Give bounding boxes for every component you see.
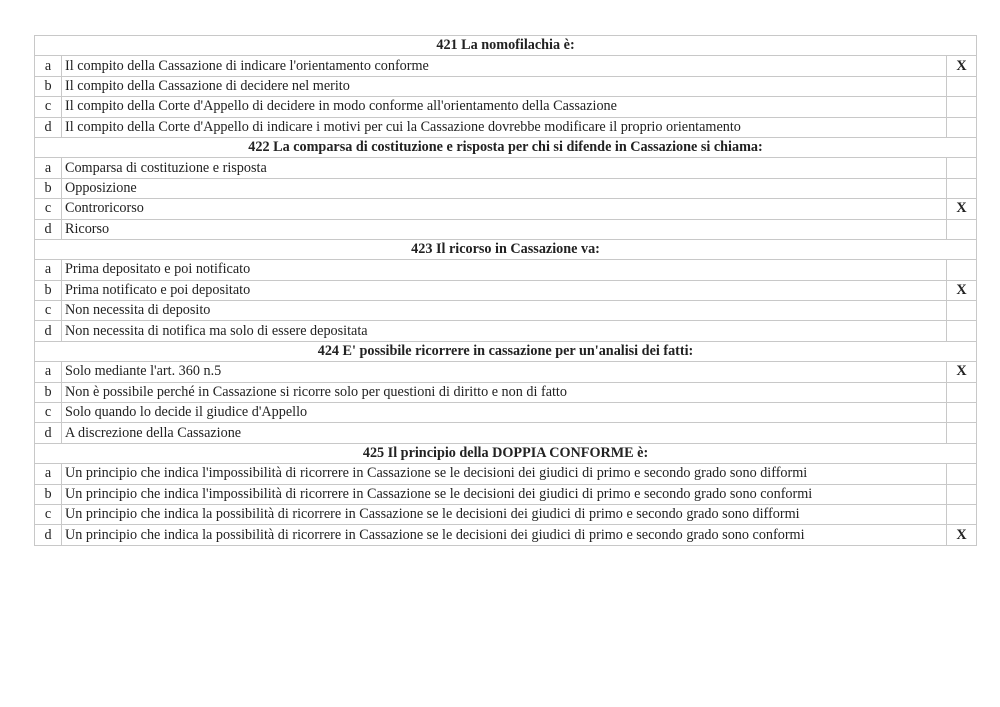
question-row: [35, 137, 977, 157]
answer-mark: [947, 321, 977, 341]
quiz-sheet: [34, 35, 976, 546]
answer-mark: X: [947, 280, 977, 300]
question-title: 423 Il ricorso in Cassazione va:: [35, 239, 977, 259]
answer-letter: a: [35, 260, 62, 280]
answer-mark: [947, 158, 977, 178]
answer-letter: c: [35, 199, 62, 219]
answer-mark: [947, 260, 977, 280]
answer-text: A discrezione della Cassazione: [62, 423, 947, 443]
answer-text: Non necessita di notifica ma solo di essere depositata: [62, 321, 947, 341]
answer-mark: X: [947, 199, 977, 219]
answer-letter: b: [35, 280, 62, 300]
answer-letter: a: [35, 362, 62, 382]
answer-mark: [947, 301, 977, 321]
answer-letter: b: [35, 382, 62, 402]
answer-row: [35, 403, 977, 423]
question-row: [35, 443, 977, 463]
answer-text: Ricorso: [62, 219, 947, 239]
answer-letter: d: [35, 117, 62, 137]
answer-text: Il compito della Cassazione di decidere nel merito: [62, 76, 947, 96]
answer-letter: c: [35, 97, 62, 117]
answer-row: [35, 199, 977, 219]
answer-text: Solo mediante l'art. 360 n.5: [62, 362, 947, 382]
answer-letter: d: [35, 525, 62, 545]
answer-row: [35, 76, 977, 96]
answer-letter: d: [35, 321, 62, 341]
answer-letter: b: [35, 484, 62, 504]
answer-mark: [947, 117, 977, 137]
answer-row: [35, 219, 977, 239]
answer-letter: c: [35, 301, 62, 321]
answer-letter: a: [35, 56, 62, 76]
answer-row: [35, 280, 977, 300]
answer-text: Prima depositato e poi notificato: [62, 260, 947, 280]
question-title: 422 La comparsa di costituzione e risposta per chi si difende in Cassazione si chiama:: [35, 137, 977, 157]
quiz-table: [34, 35, 977, 546]
answer-row: [35, 56, 977, 76]
answer-row: [35, 423, 977, 443]
answer-mark: [947, 504, 977, 524]
answer-text: Prima notificato e poi depositato: [62, 280, 947, 300]
answer-row: [35, 484, 977, 504]
answer-text: Comparsa di costituzione e risposta: [62, 158, 947, 178]
answer-letter: a: [35, 464, 62, 484]
answer-mark: X: [947, 56, 977, 76]
answer-mark: [947, 97, 977, 117]
answer-row: [35, 504, 977, 524]
answer-row: [35, 362, 977, 382]
answer-mark: X: [947, 525, 977, 545]
answer-text: Un principio che indica la possibilità di ricorrere in Cassazione se le decisioni dei giudici di primo e secondo grado sono conformi: [62, 525, 947, 545]
answer-row: [35, 158, 977, 178]
answer-letter: a: [35, 158, 62, 178]
answer-text: Il compito della Corte d'Appello di decidere in modo conforme all'orientamento della Cassazione: [62, 97, 947, 117]
answer-letter: b: [35, 178, 62, 198]
answer-text: Un principio che indica la possibilità di ricorrere in Cassazione se le decisioni dei giudici di primo e secondo grado sono difformi: [62, 504, 947, 524]
answer-letter: d: [35, 423, 62, 443]
answer-row: [35, 321, 977, 341]
answer-mark: [947, 76, 977, 96]
answer-row: [35, 464, 977, 484]
answer-text: Un principio che indica l'impossibilità di ricorrere in Cassazione se le decisioni dei giudici di primo e secondo grado sono difformi: [62, 464, 947, 484]
question-title: 421 La nomofilachia è:: [35, 36, 977, 56]
answer-row: [35, 178, 977, 198]
answer-letter: d: [35, 219, 62, 239]
answer-mark: X: [947, 362, 977, 382]
answer-letter: c: [35, 504, 62, 524]
answer-row: [35, 382, 977, 402]
answer-row: [35, 117, 977, 137]
answer-letter: c: [35, 403, 62, 423]
question-title: 425 Il principio della DOPPIA CONFORME è:: [35, 443, 977, 463]
question-row: [35, 36, 977, 56]
answer-mark: [947, 423, 977, 443]
answer-row: [35, 97, 977, 117]
answer-row: [35, 525, 977, 545]
answer-text: Non necessita di deposito: [62, 301, 947, 321]
answer-mark: [947, 464, 977, 484]
answer-text: Il compito della Cassazione di indicare l'orientamento conforme: [62, 56, 947, 76]
answer-mark: [947, 178, 977, 198]
answer-text: Non è possibile perché in Cassazione si ricorre solo per questioni di diritto e non di fatto: [62, 382, 947, 402]
answer-mark: [947, 403, 977, 423]
answer-mark: [947, 219, 977, 239]
answer-text: Il compito della Corte d'Appello di indicare i motivi per cui la Cassazione dovrebbe modificare il proprio orientamento: [62, 117, 947, 137]
question-row: [35, 341, 977, 361]
answer-text: Solo quando lo decide il giudice d'Appello: [62, 403, 947, 423]
answer-row: [35, 301, 977, 321]
answer-mark: [947, 382, 977, 402]
answer-mark: [947, 484, 977, 504]
question-title: 424 E' possibile ricorrere in cassazione per un'analisi dei fatti:: [35, 341, 977, 361]
answer-text: Un principio che indica l'impossibilità di ricorrere in Cassazione se le decisioni dei giudici di primo e secondo grado sono conformi: [62, 484, 947, 504]
answer-text: Controricorso: [62, 199, 947, 219]
answer-row: [35, 260, 977, 280]
question-row: [35, 239, 977, 259]
answer-text: Opposizione: [62, 178, 947, 198]
answer-letter: b: [35, 76, 62, 96]
